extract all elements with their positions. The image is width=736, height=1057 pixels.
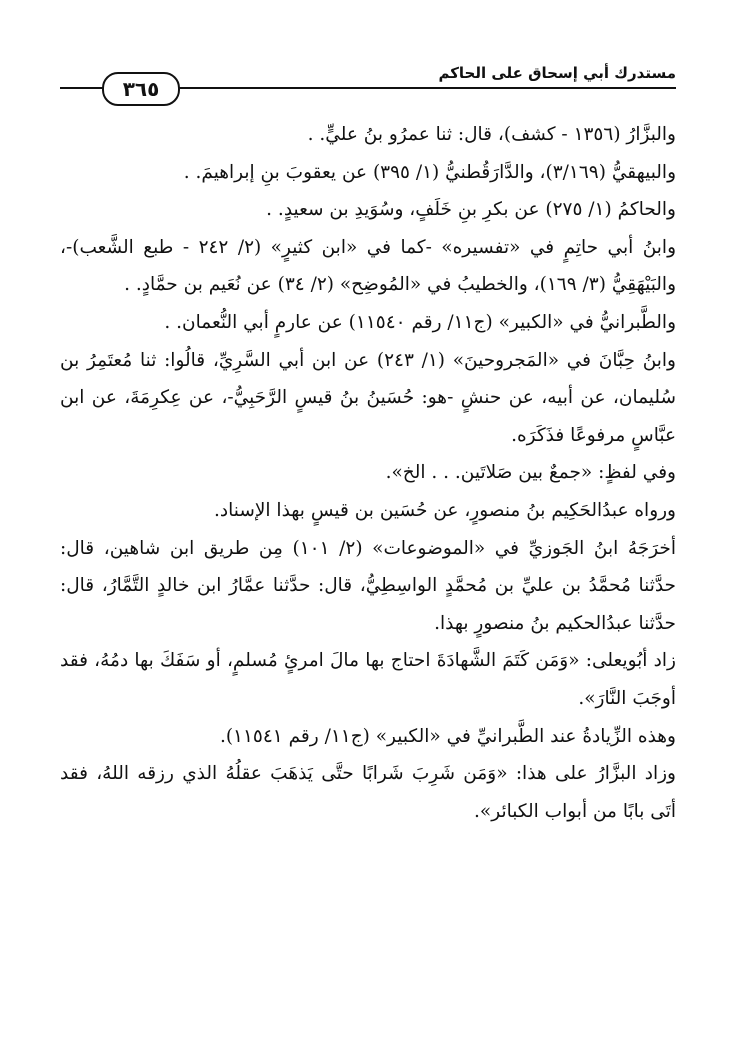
paragraph: والبزَّارُ (١٣٥٦ - كشف)، قال: ثنا عمرُو بنُ عليٍّ. . <box>307 124 676 145</box>
paragraph: والطَّبرانيُّ في «الكبير» (ج١١/ رقم ١١٥٤٠) عن عارمٍ أبي النُّعمان. . <box>164 311 676 333</box>
page-number: ٣٦٥ <box>102 72 180 106</box>
paragraph: وهذه الزِّيادةُ عند الطَّبرانيِّ في «الكبير» (ج١١/ رقم ١١٥٤١). <box>219 725 676 747</box>
paragraph: زاد أبُويعلى: «وَمَن كَتَمَ الشَّهادَةَ احتاج بها مالَ امرئٍ مُسلمٍ، أو سَفَكَ بها دمُهُ، فقد أوجَبَ النَّارَ». <box>60 650 676 709</box>
paragraph: أخرَجَهُ ابنُ الجَوزيِّ في «الموضوعات» (٢/ ١٠١) مِن طريق ابن شاهين، قال: حدَّثنا مُحمَّدُ بن عليِّ بن مُحمَّدٍ الواسِطِيُّ، قال: حدَّثنا عمَّارُ ابن خالدٍ التَّمَّارُ، قال: حدَّثنا عبدُالحكيم بنُ منصورٍ بهذا. <box>60 537 676 634</box>
paragraph: ورواه عبدُالحَكِيم بنُ منصورٍ، عن حُسَين بن قيسٍ بهذا الإسناد. <box>214 499 676 521</box>
paragraph: وفي لفظٍ: «جمعٌ بين صَلاتَين. . . الخ». <box>385 462 676 484</box>
paragraph: والبيهقيُّ (٣/١٦٩)، والدَّارَقُطنيُّ (١/ ٣٩٥) عن يعقوبَ بنِ إبراهيمَ. . <box>183 161 676 183</box>
paragraph: وابنُ حِبَّانَ في «المَجروحينَ» (١/ ٢٤٣) عن ابن أبي السَّرِيِّ، قالُوا: ثنا مُعتَمِرُ بن سُليمان، عن أبيه، عن حنشٍ -هو: حُسَينُ بنُ قيسٍ الرَّحَبِيُّ-، عن عِكرِمَةَ، عن ابن عبَّاسٍ مرفوعًا فذَكَرَه. <box>60 349 676 446</box>
paragraph: والحاكمُ (١/ ٢٧٥) عن بكرِ بنِ خَلَفٍ، وسُوَيدِ بن سعيدٍ. . <box>266 199 676 221</box>
paragraph: وابنُ أبي حاتِمٍ في «تفسيره» -كما في «ابن كثيرٍ» (٢/ ٢٤٢ - طبع الشَّعب)-، والبَيْهَقِيُّ (٣/ ١٦٩)، والخطيبُ في «المُوضِح» (٢/ ٣٤) عن نُعَيم بن حمَّادٍ. . <box>60 236 677 296</box>
paragraph: وزاد البزَّارُ على هذا: «وَمَن شَرِبَ شَرابًا حتَّى يَذهَبَ عقلُهُ الذي رزقه اللهُ، فقد أتَى بابًا من أبواب الكبائر». <box>60 763 676 822</box>
page-header <box>60 60 676 100</box>
body-text <box>60 116 676 830</box>
running-title: مستدرك أبي إسحاق على الحاكم <box>438 64 676 82</box>
